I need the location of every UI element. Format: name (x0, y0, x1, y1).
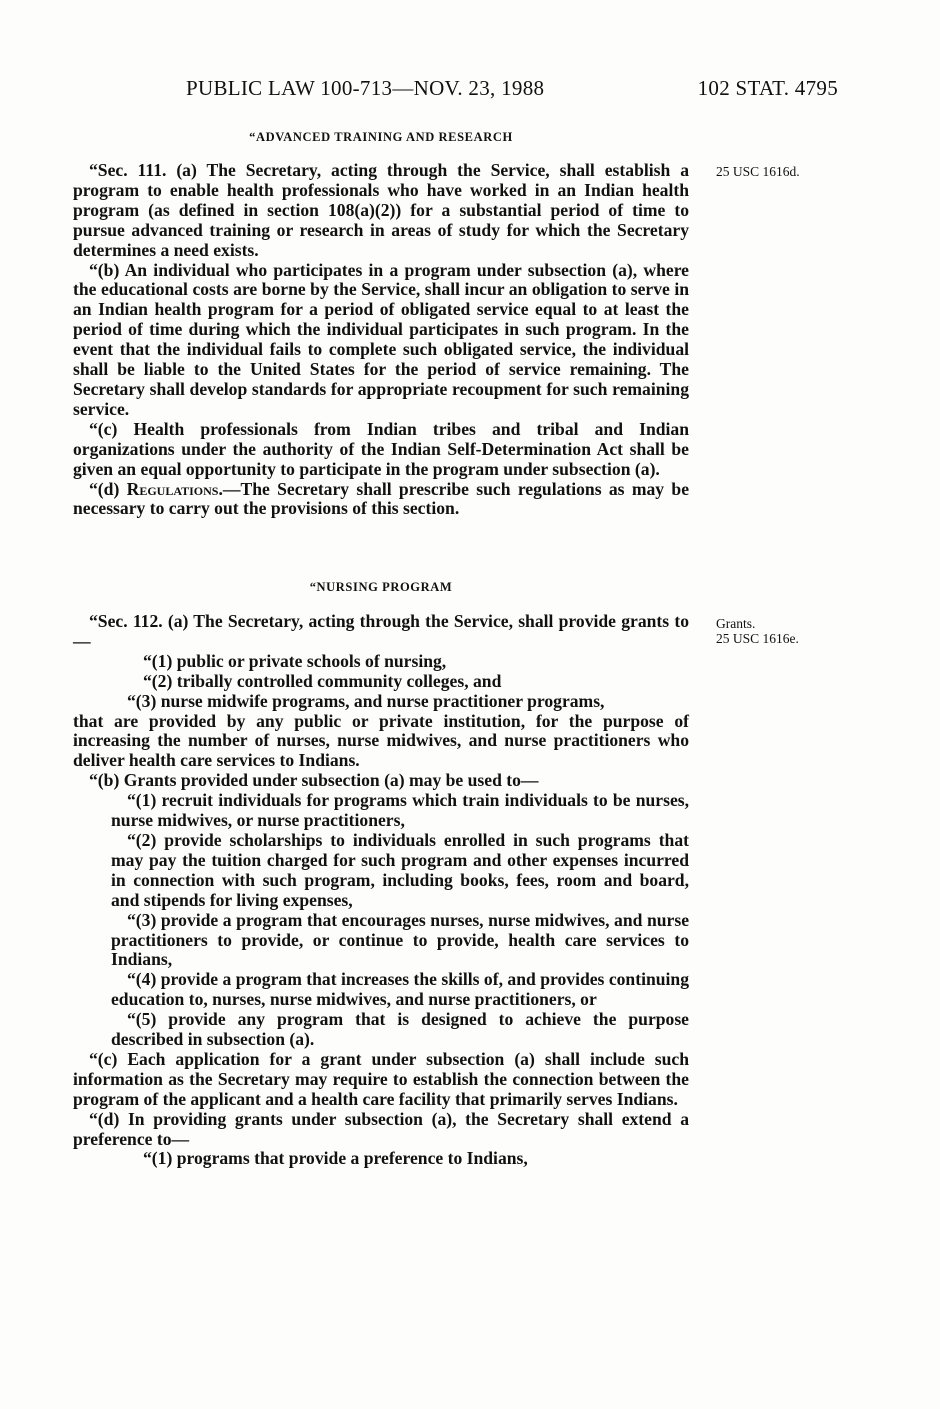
sec112-b-item-3: “(3) provide a program that encourages nurses, nurse midwives, and nurse practitioners to provide, or continue to provide, health care services to Indians, (111, 909, 689, 970)
sec111-paragraph-d (73, 480, 689, 520)
sec112-d-item-1: “(1) programs that provide a preference to Indians, (143, 1148, 528, 1169)
sec111-body (73, 161, 689, 519)
sec112-paragraph-c: “(c) Each application for a grant under subsection (a) shall include such information as the Secretary may require to establish the connection between the program of the applicant and a health care facility that primarily serves Indians. (73, 1048, 689, 1109)
sec112-a-item-1: “(1) public or private schools of nursing, (143, 650, 447, 671)
sec111-margin-note: 25 USC 1616d. (716, 164, 800, 179)
sec112-heading: “NURSING PROGRAM (309, 580, 453, 594)
sec111-d-text: —The Secretary shall prescribe such regulations as may be necessary to carry out the provisions of this section. (73, 478, 690, 519)
sec112-margin-note-grants: Grants. (716, 616, 756, 631)
sec112-body (73, 612, 689, 1169)
sec112-paragraph-d: “(d) In providing grants under subsection (a), the Secretary shall extend a preference to— (73, 1108, 689, 1149)
sec112-b-item-5: “(5) provide any program that is designed to achieve the purpose described in subsection (a). (111, 1009, 689, 1050)
sec111-paragraph-a: “Sec. 111. (a) The Secretary, acting through the Service, shall establish a program to enable health professionals who have worked in an Indian health program (as defined in section 108(a)(2)) for a substantial period of time to pursue advanced training or research in areas of study for which the Secretary determines a need exists. (73, 160, 689, 260)
sec111-paragraph-c: “(c) Health professionals from Indian tribes and tribal and Indian organizations under the authority of the Indian Self-Determination Act shall be given an equal opportunity to participate in the program under subsection (a). (73, 418, 689, 479)
sec112-a-item-3: “(3) nurse midwife programs, and nurse practitioner programs, (127, 690, 605, 711)
sec111-d-prefix: “(d) (89, 478, 127, 499)
sec111-d-label: Regulations. (126, 478, 223, 499)
sec111-paragraph-b: “(b) An individual who participates in a program under subsection (a), where the educational costs are borne by the Service, shall incur an obligation to serve in an Indian health program for a period of obligated service equal to at least the period of time during which the individual participates in such program. In the event that the individual fails to complete such obligated service, the individual shall be liable to the United States for the period of service remaining. The Secretary shall develop standards for appropriate recoupment for such remaining service. (73, 259, 689, 419)
stat-reference: 102 STAT. 4795 (697, 76, 838, 100)
sec112-a-tail: that are provided by any public or private institution, for the purpose of increasing the number of nurses, nurse midwives, and nurse practitioners who deliver health care services to Indians. (73, 710, 689, 771)
sec112-a-item-2: “(2) tribally controlled community colleges, and (143, 670, 502, 691)
sec111-heading: “ADVANCED TRAINING AND RESEARCH (249, 130, 513, 144)
sec112-margin-note-usc: 25 USC 1616e. (716, 631, 799, 646)
sec112-b-item-2: “(2) provide scholarships to individuals enrolled in such programs that may pay the tuition charged for such program and other expenses incurred in connection with such program, including books, fees, room and board, and stipends for living expenses, (111, 829, 689, 910)
sec112-b-item-1: “(1) recruit individuals for programs which train individuals to be nurses, nurse midwives, or nurse practitioners, (111, 790, 689, 831)
sec112-paragraph-b: “(b) Grants provided under subsection (a) may be used to— (89, 770, 539, 791)
sec112-paragraph-a: “Sec. 112. (a) The Secretary, acting through the Service, shall provide grants to— (73, 611, 689, 651)
sec112-b-item-4: “(4) provide a program that increases the skills of, and provides continuing education to, nurses, nurse midwives, and nurse practitioners, or (111, 969, 689, 1010)
public-law-title: PUBLIC LAW 100-713—NOV. 23, 1988 (186, 76, 545, 100)
